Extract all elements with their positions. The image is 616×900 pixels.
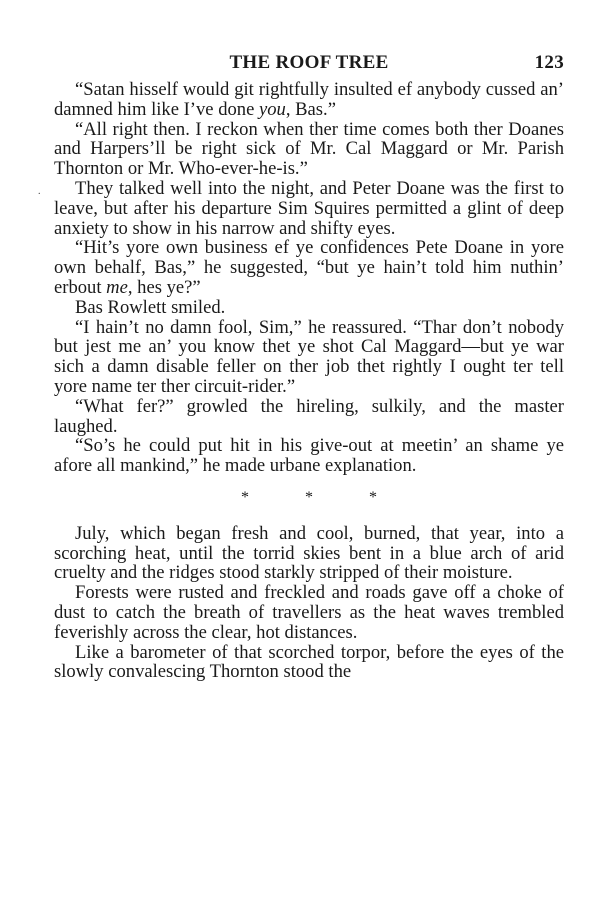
section-separator: * * * (241, 488, 403, 506)
paragraph: “I hain’t no damn fool, Sim,” he reassured. “Thar don’t nobody but jest me an’ you know thet ye shot Cal Maggard—but ye war sich a damn disable feller on ther job thet rightly I ought ter tell yore name ter ther circuit-rider.” (54, 316, 564, 397)
paragraph: “Satan hisself would git rightfully insulted ef anybody cussed an’ damned him like I’ve done you, Bas.” (54, 79, 564, 120)
stray-ink-mark: . (38, 186, 41, 197)
paragraph: Like a barometer of that scorched torpor, before the eyes of the slowly convalescing Thornton stood the (54, 641, 564, 683)
paragraph: “All right then. I reckon when ther time comes both ther Doanes and Harpers’ll be right sick of Mr. Cal Maggard or Mr. Parish Thornton or Mr. Who-ever-he-is.” (54, 118, 564, 180)
paragraph: July, which began fresh and cool, burned, that year, into a scorching heat, until the torrid skies bent in a blue arch of arid cruelty and the ridges stood starkly stripped of their moisture. (54, 522, 564, 584)
paragraph: They talked well into the night, and Peter Doane was the first to leave, but after his departure Sim Squires permitted a glint of deep anxiety to show in his narrow and shifty eyes. (54, 177, 564, 239)
paragraph: Bas Rowlett smiled. (75, 296, 226, 318)
paragraph: “What fer?” growled the hireling, sulkily, and the master laughed. (54, 395, 564, 437)
page-number: 123 (534, 52, 564, 73)
book-page (54, 52, 564, 682)
paragraph: “So’s he could put hit in his give-out at meetin’ an shame ye afore all mankind,” he made urbane explanation. (54, 435, 564, 477)
body-text (54, 80, 564, 682)
running-title: THE ROOF TREE (229, 52, 389, 73)
paragraph: Forests were rusted and freckled and roads gave off a choke of dust to catch the breath of travellers as the heat waves trembled feverishly across the clear, hot distances. (54, 582, 564, 643)
running-header (54, 52, 564, 80)
paragraph: “Hit’s yore own business ef ye confidences Pete Doane in yore own behalf, Bas,” he suggested, “but ye hain’t told him nuthin’ erbout me, hes ye?” (54, 237, 564, 298)
